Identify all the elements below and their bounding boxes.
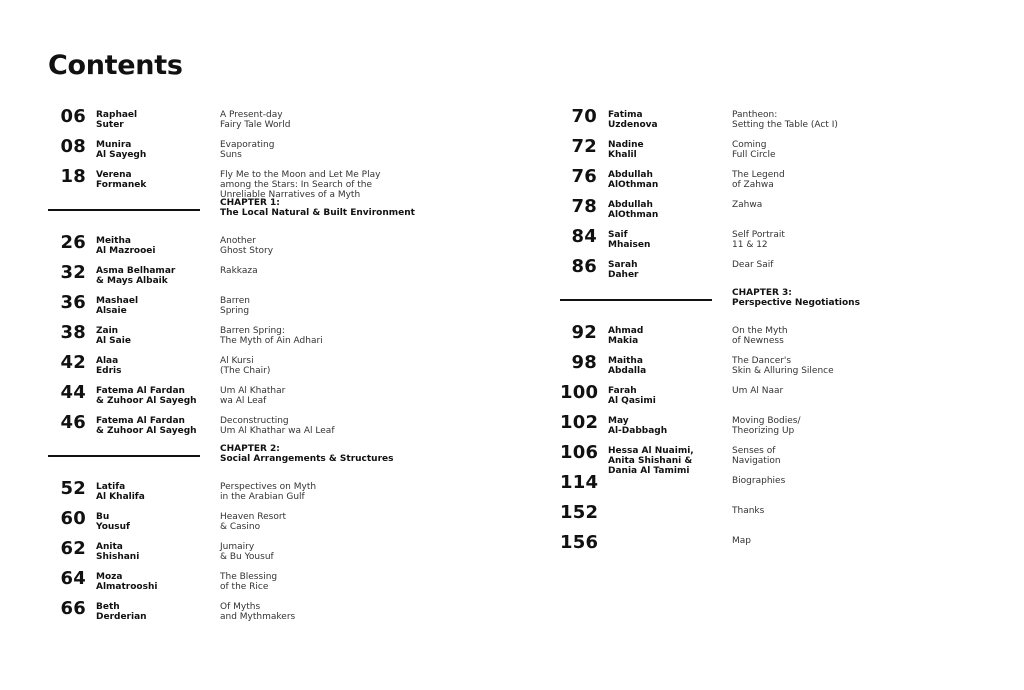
toc-entry[interactable]	[48, 166, 488, 200]
page-number: 36	[60, 292, 86, 313]
author-name-line: Maitha	[608, 356, 643, 366]
entry-title-line: & Casino	[220, 522, 261, 532]
chapter-label	[220, 444, 480, 464]
author-name-line: & Zuhoor Al Sayegh	[96, 426, 197, 436]
entry-title-line: Heaven Resort	[220, 512, 287, 522]
author-names	[608, 446, 728, 476]
entry-title-line: Jumairy	[220, 542, 255, 552]
page-number: 38	[60, 322, 86, 343]
author-names	[96, 356, 216, 376]
author-names	[608, 110, 728, 130]
entry-title-line: Map	[732, 536, 751, 546]
page-number: 92	[571, 322, 597, 343]
entry-title-line: (The Chair)	[220, 366, 271, 376]
toc-entry[interactable]	[48, 354, 488, 382]
entry-title	[732, 416, 962, 436]
entry-title-line: of the Rice	[220, 582, 269, 592]
entry-title-line: On the Myth	[732, 326, 788, 336]
entry-title	[732, 476, 962, 486]
entry-title-line: Pantheon:	[732, 110, 778, 120]
toc-entry[interactable]	[560, 534, 980, 562]
entry-title-line: Senses of	[732, 446, 776, 456]
author-name-line: Al Qasimi	[608, 396, 656, 406]
author-name-line: Raphael	[96, 110, 138, 120]
author-name-line: Formanek	[96, 180, 147, 190]
entry-title	[220, 386, 450, 406]
author-names	[96, 542, 216, 562]
page-number: 08	[60, 136, 86, 157]
author-names	[96, 140, 216, 160]
author-name-line: Dania Al Tamimi	[608, 466, 690, 476]
toc-entry[interactable]	[48, 108, 488, 136]
entry-title	[732, 170, 962, 190]
entry-title	[220, 572, 450, 592]
chapter-label-line: Social Arrangements & Structures	[220, 454, 394, 464]
entry-title-line: Fairy Tale World	[220, 120, 291, 130]
entry-title-line: Perspectives on Myth	[220, 482, 317, 492]
entry-title-line: Spring	[220, 306, 250, 316]
chapter-divider	[48, 209, 200, 211]
toc-entry[interactable]	[560, 108, 980, 136]
entry-title	[220, 140, 450, 160]
entry-title-line: Navigation	[732, 456, 781, 466]
entry-title-line: Um Al Khathar wa Al Leaf	[220, 426, 335, 436]
entry-title-line: Self Portrait	[732, 230, 785, 240]
chapter-divider	[560, 299, 712, 301]
entry-title-line: The Legend	[732, 170, 785, 180]
toc-entry[interactable]	[560, 384, 980, 412]
entry-title	[220, 542, 450, 562]
entry-title-line: Deconstructing	[220, 416, 289, 426]
toc-entry[interactable]	[48, 414, 488, 442]
entry-title-line: The Blessing	[220, 572, 278, 582]
author-name-line: Latifa	[96, 482, 126, 492]
entry-title-line: Al Kursi	[220, 356, 254, 366]
entry-title	[732, 536, 962, 546]
page-number: 60	[60, 508, 86, 529]
toc-entry[interactable]	[48, 384, 488, 412]
author-name-line: Nadine	[608, 140, 644, 150]
author-name-line: Al Mazrooei	[96, 246, 156, 256]
page-number: 114	[560, 472, 599, 493]
author-names	[608, 416, 728, 436]
author-name-line: Saif	[608, 230, 628, 240]
author-names	[608, 230, 728, 250]
author-names	[96, 296, 216, 316]
author-name-line: Fatema Al Fardan	[96, 386, 185, 396]
entry-title	[732, 386, 962, 396]
chapter-label	[732, 288, 992, 308]
entry-title	[732, 506, 962, 516]
page-number: 62	[60, 538, 86, 559]
author-name-line: Al-Dabbagh	[608, 426, 668, 436]
toc-entry[interactable]	[560, 354, 980, 382]
entry-title-line: & Bu Yousuf	[220, 552, 274, 562]
author-names	[608, 170, 728, 190]
entry-title-line: The Myth of Ain Adhari	[220, 336, 323, 346]
author-name-line: May	[608, 416, 629, 426]
author-name-line: Al Sayegh	[96, 150, 147, 160]
author-names	[96, 236, 216, 256]
entry-title	[220, 110, 450, 130]
entry-title	[220, 326, 450, 346]
author-name-line: Khalil	[608, 150, 637, 160]
page-number: 52	[60, 478, 86, 499]
author-name-line: Makia	[608, 336, 639, 346]
author-names	[608, 200, 728, 220]
author-name-line: Moza	[96, 572, 123, 582]
entry-title	[732, 446, 962, 466]
page-number: 156	[560, 532, 599, 553]
author-name-line: AlOthman	[608, 180, 659, 190]
entry-title-line: Moving Bodies/	[732, 416, 801, 426]
entry-title-line: in the Arabian Gulf	[220, 492, 305, 502]
toc-entry[interactable]	[560, 324, 980, 352]
chapter-label-line: CHAPTER 2:	[220, 444, 280, 454]
toc-entry[interactable]	[48, 138, 488, 166]
chapter-label	[220, 198, 480, 218]
entry-title	[220, 236, 450, 256]
page-number: 106	[560, 442, 599, 463]
page-number: 72	[571, 136, 597, 157]
entry-title	[732, 200, 962, 210]
author-names	[96, 170, 216, 190]
toc-entry[interactable]	[48, 510, 488, 538]
toc-entry[interactable]	[560, 228, 980, 256]
entry-title	[220, 356, 450, 376]
author-name-line: Almatrooshi	[96, 582, 158, 592]
entry-title-line: Coming	[732, 140, 767, 150]
author-name-line: Verena	[96, 170, 132, 180]
author-names	[96, 386, 216, 406]
page-number: 66	[60, 598, 86, 619]
author-name-line: Derderian	[96, 612, 147, 622]
entry-title-line: Full Circle	[732, 150, 776, 160]
author-name-line: AlOthman	[608, 210, 659, 220]
entry-title-line: Zahwa	[732, 200, 763, 210]
author-name-line: Anita Shishani &	[608, 456, 693, 466]
author-name-line: Shishani	[96, 552, 140, 562]
author-name-line: Bu	[96, 512, 110, 522]
entry-title	[220, 482, 450, 502]
author-name-line: Mhaisen	[608, 240, 651, 250]
entry-title-line: Unreliable Narratives of a Myth	[220, 190, 361, 200]
entry-title-line: Theorizing Up	[732, 426, 795, 436]
author-name-line: Beth	[96, 602, 120, 612]
chapter-label-line: Perspective Negotiations	[732, 298, 860, 308]
toc-entry[interactable]	[560, 258, 980, 286]
entry-title	[732, 356, 962, 376]
page-number: 102	[560, 412, 599, 433]
entry-title-line: of Zahwa	[732, 180, 774, 190]
author-names	[608, 356, 728, 376]
entry-title-line: Another	[220, 236, 256, 246]
author-name-line: Sarah	[608, 260, 638, 270]
page-number: 84	[571, 226, 597, 247]
page-number: 76	[571, 166, 597, 187]
entry-title-line: 11 & 12	[732, 240, 768, 250]
author-names	[96, 512, 216, 532]
entry-title-line: Barren	[220, 296, 250, 306]
author-names	[96, 266, 216, 286]
author-name-line: Yousuf	[96, 522, 130, 532]
page-number: 86	[571, 256, 597, 277]
author-name-line: Al Saie	[96, 336, 131, 346]
entry-title	[732, 326, 962, 346]
page-number: 78	[571, 196, 597, 217]
author-name-line: Munira	[96, 140, 132, 150]
page-number: 70	[571, 106, 597, 127]
entry-title	[220, 602, 450, 622]
toc-entry[interactable]	[48, 324, 488, 352]
entry-title-line: Biographies	[732, 476, 786, 486]
page-number: 100	[560, 382, 599, 403]
entry-title-line: of Newness	[732, 336, 784, 346]
toc-entry[interactable]	[560, 198, 980, 226]
author-name-line: Meitha	[96, 236, 131, 246]
entry-title-line: Fly Me to the Moon and Let Me Play	[220, 170, 381, 180]
toc-entry[interactable]	[560, 168, 980, 196]
page-number: 26	[60, 232, 86, 253]
entry-title-line: Um Al Khathar	[220, 386, 286, 396]
entry-title	[220, 512, 450, 532]
chapter-label-line: CHAPTER 3:	[732, 288, 792, 298]
toc-entry[interactable]	[48, 540, 488, 568]
entry-title-line: Of Myths	[220, 602, 261, 612]
entry-title	[732, 140, 962, 160]
author-names	[608, 260, 728, 280]
toc-entry[interactable]	[48, 294, 488, 322]
entry-title-line: Ghost Story	[220, 246, 274, 256]
toc-entry[interactable]	[48, 600, 488, 628]
entry-title-line: Um Al Naar	[732, 386, 784, 396]
author-names	[608, 326, 728, 346]
author-name-line: Abdalla	[608, 366, 647, 376]
entry-title	[220, 170, 450, 200]
author-names	[96, 482, 216, 502]
author-name-line: Alsaie	[96, 306, 127, 316]
entry-title-line: A Present-day	[220, 110, 283, 120]
toc-entry[interactable]	[560, 504, 980, 532]
entry-title-line: wa Al Leaf	[220, 396, 267, 406]
toc-entry[interactable]	[48, 480, 488, 508]
entry-title-line: Thanks	[732, 506, 765, 516]
author-name-line: Hessa Al Nuaimi,	[608, 446, 694, 456]
entry-title	[732, 110, 962, 130]
entry-title	[220, 416, 450, 436]
author-names	[96, 326, 216, 346]
author-name-line: Alaa	[96, 356, 119, 366]
author-names	[96, 110, 216, 130]
author-names	[96, 572, 216, 592]
author-name-line: Abdullah	[608, 200, 653, 210]
author-name-line: Fatema Al Fardan	[96, 416, 185, 426]
author-name-line: Fatima	[608, 110, 643, 120]
chapter-label-line: CHAPTER 1:	[220, 198, 280, 208]
author-names	[608, 140, 728, 160]
author-names	[96, 602, 216, 622]
entry-title-line: Setting the Table (Act I)	[732, 120, 838, 130]
author-names	[608, 386, 728, 406]
toc-entry[interactable]	[560, 474, 980, 502]
chapter-divider	[48, 455, 200, 457]
entry-title-line: Rakkaza	[220, 266, 258, 276]
page-number: 18	[60, 166, 86, 187]
page-number: 64	[60, 568, 86, 589]
entry-title-line: Suns	[220, 150, 242, 160]
toc-entry[interactable]	[560, 414, 980, 442]
entry-title	[732, 260, 962, 270]
toc-entry[interactable]	[48, 234, 488, 262]
entry-title-line: Dear Saif	[732, 260, 774, 270]
author-name-line: Abdullah	[608, 170, 653, 180]
entry-title-line: The Dancer's	[732, 356, 792, 366]
author-names	[96, 416, 216, 436]
toc-entry[interactable]	[560, 138, 980, 166]
toc-entry[interactable]	[560, 442, 980, 476]
author-name-line: Anita	[96, 542, 123, 552]
author-name-line: Daher	[608, 270, 639, 280]
author-name-line: Asma Belhamar	[96, 266, 176, 276]
toc-entry[interactable]	[48, 264, 488, 292]
entry-title	[220, 266, 450, 276]
author-name-line: Ahmad	[608, 326, 644, 336]
entry-title-line: Barren Spring:	[220, 326, 285, 336]
author-name-line: Uzdenova	[608, 120, 658, 130]
page-number: 42	[60, 352, 86, 373]
entry-title-line: Evaporating	[220, 140, 275, 150]
page-number: 44	[60, 382, 86, 403]
author-name-line: Al Khalifa	[96, 492, 145, 502]
page-number: 98	[571, 352, 597, 373]
page-number: 46	[60, 412, 86, 433]
entry-title-line: and Mythmakers	[220, 612, 296, 622]
entry-title-line: Skin & Alluring Silence	[732, 366, 834, 376]
entry-title	[220, 296, 450, 316]
entry-title-line: among the Stars: In Search of the	[220, 180, 373, 190]
author-name-line: Farah	[608, 386, 637, 396]
author-name-line: Suter	[96, 120, 124, 130]
chapter-label-line: The Local Natural & Built Environment	[220, 208, 415, 218]
page-title: Contents	[48, 50, 183, 81]
entry-title	[732, 230, 962, 250]
author-name-line: Mashael	[96, 296, 139, 306]
page-number: 06	[60, 106, 86, 127]
toc-entry[interactable]	[48, 570, 488, 598]
page-number: 152	[560, 502, 599, 523]
author-name-line: Edris	[96, 366, 122, 376]
author-name-line: & Mays Albaik	[96, 276, 168, 286]
page-number: 32	[60, 262, 86, 283]
author-name-line: & Zuhoor Al Sayegh	[96, 396, 197, 406]
author-name-line: Zain	[96, 326, 119, 336]
